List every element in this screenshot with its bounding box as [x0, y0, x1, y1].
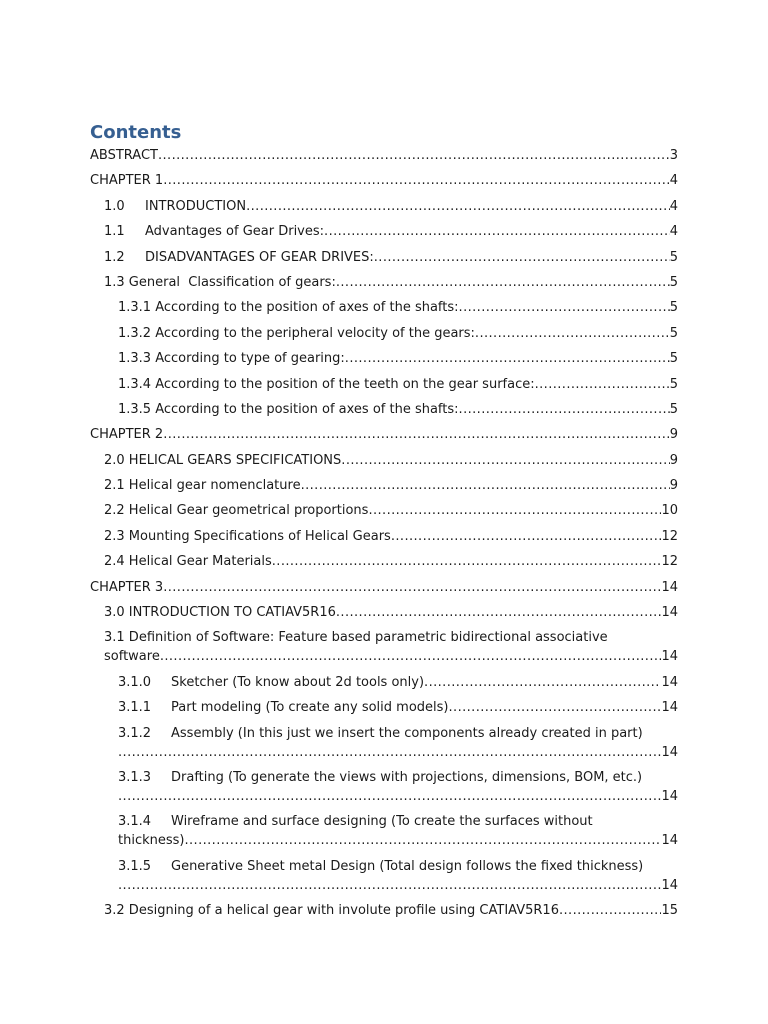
toc-entry[interactable] [90, 578, 678, 597]
dot-leader [163, 425, 670, 444]
toc-entry[interactable] [90, 603, 678, 622]
toc-entry[interactable] [90, 146, 678, 165]
dot-leader [459, 400, 670, 419]
dot-leader [158, 146, 670, 165]
toc-entry-page: 5 [669, 325, 678, 341]
dot-leader [163, 171, 670, 190]
toc-entry[interactable] [90, 248, 678, 267]
toc-entry[interactable] [90, 527, 678, 546]
toc-entry-page: 4 [669, 173, 678, 189]
toc-entry-title: ABSTRACT [90, 148, 158, 163]
toc-entry-page: 4 [669, 198, 678, 214]
toc-entry-page: 12 [661, 528, 678, 544]
toc-entry-title: 2.1 Helical gear nomenclature [104, 478, 301, 494]
toc-entry-page: 9 [669, 427, 678, 443]
contents-heading: Contents [90, 122, 182, 143]
toc-entry-page: 14 [661, 877, 678, 893]
toc-entry-title: CHAPTER 3 [90, 579, 164, 595]
toc-entry-page: 15 [661, 903, 678, 919]
toc-entry-title: 1.3 General Classification of gears: [104, 274, 336, 290]
toc-entry-page: 5 [669, 376, 678, 392]
toc-entry-title: Wireframe and surface designing (To create the surfaces without [171, 814, 593, 830]
toc-entry-title: 2.2 Helical Gear geometrical proportions [104, 503, 369, 519]
toc-entry[interactable] [90, 673, 678, 692]
toc-entry-title: Drafting (To generate the views with projections, dimensions, BOM, etc.) [171, 769, 643, 785]
dot-leader [374, 248, 670, 267]
dot-leader [424, 673, 661, 692]
toc-entry-number: 3.1.0 [118, 674, 152, 690]
dot-leader [118, 876, 661, 895]
toc-entry-number: 1.1 [104, 224, 125, 240]
toc-entry-page: 12 [661, 554, 678, 570]
toc-entry-page: 10 [661, 503, 678, 519]
toc-entry-title: 2.4 Helical Gear Materials [104, 554, 272, 570]
toc-entry[interactable] [90, 324, 678, 343]
toc-entry-number: 1.2 [104, 249, 125, 265]
toc-entry-page: 14 [661, 674, 678, 690]
toc-entry[interactable] [90, 501, 678, 520]
toc-entry-page: 4 [669, 224, 678, 240]
toc-entry-page: 14 [661, 744, 678, 760]
toc-entry[interactable] [90, 222, 678, 241]
toc-entry[interactable] [90, 349, 678, 368]
toc-entry[interactable] [90, 768, 678, 806]
toc-entry-title: Advantages of Gear Drives: [145, 224, 325, 240]
toc-entry-title-continued: software [104, 649, 160, 665]
dot-leader [272, 552, 662, 571]
toc-entry-page: 14 [661, 605, 678, 621]
toc-entry-title: INTRODUCTION [145, 198, 247, 214]
dot-leader [368, 501, 661, 520]
toc-entry-page: 14 [661, 788, 678, 804]
toc-entry-number: 1.0 [104, 198, 125, 214]
toc-entry-title: 1.3.1 According to the position of axes of the shafts: [118, 300, 459, 316]
dot-leader [535, 375, 670, 394]
dot-leader [160, 647, 662, 666]
toc-entry-number: 3.1.4 [118, 814, 152, 830]
toc-entry-page: 5 [669, 274, 678, 290]
dot-leader [163, 578, 661, 597]
table-of-contents [90, 146, 678, 927]
toc-entry-page: 5 [669, 249, 678, 265]
toc-entry-title: CHAPTER 1 [90, 173, 164, 189]
toc-entry-title: DISADVANTAGES OF GEAR DRIVES: [145, 249, 374, 265]
toc-entry-page: 9 [669, 452, 678, 468]
dot-leader [336, 603, 662, 622]
toc-entry-title: 3.2 Designing of a helical gear with involute profile using CATIAV5R16 [104, 903, 559, 919]
toc-entry-page: 5 [669, 351, 678, 367]
toc-entry-title: 1.3.5 According to the position of axes of the shafts: [118, 401, 459, 417]
toc-entry[interactable] [90, 698, 678, 717]
dot-leader [341, 451, 669, 470]
dot-leader [345, 349, 670, 368]
toc-entry-number: 3.1.3 [118, 769, 152, 785]
dot-leader [336, 273, 670, 292]
toc-entry[interactable] [90, 400, 678, 419]
toc-entry-title-continued: thickness) [118, 833, 185, 849]
toc-entry-page: 5 [669, 300, 678, 316]
toc-entry-title: 3.0 INTRODUCTION TO CATIAV5R16 [104, 605, 336, 621]
dot-leader [301, 476, 670, 495]
toc-entry[interactable] [90, 273, 678, 292]
toc-entry[interactable] [90, 901, 678, 920]
toc-entry-title: 1.3.4 According to the position of the teeth on the gear surface: [118, 376, 535, 392]
toc-entry-page: 14 [661, 700, 678, 716]
toc-entry[interactable] [90, 552, 678, 571]
dot-leader [391, 527, 662, 546]
toc-entry-title: 1.3.2 According to the peripheral velocity of the gears: [118, 325, 475, 341]
toc-entry[interactable] [90, 857, 678, 895]
toc-entry-page: 14 [661, 649, 678, 665]
dot-leader [324, 222, 670, 241]
toc-entry-title: 3.1 Definition of Software: Feature based parametric bidirectional associative [104, 630, 608, 646]
toc-entry-page: 3 [669, 148, 678, 163]
toc-entry-title: 2.0 HELICAL GEARS SPECIFICATIONS [104, 452, 342, 468]
dot-leader [118, 743, 661, 762]
toc-entry-number: 3.1.2 [118, 725, 152, 741]
dot-leader [246, 197, 670, 216]
toc-entry[interactable] [90, 298, 678, 317]
toc-entry-title: CHAPTER 2 [90, 427, 164, 443]
dot-leader [559, 901, 661, 920]
toc-entry[interactable] [90, 425, 678, 444]
toc-entry[interactable] [90, 375, 678, 394]
toc-entry[interactable] [90, 197, 678, 216]
dot-leader [475, 324, 670, 343]
dot-leader [459, 298, 670, 317]
toc-entry-title: 1.3.3 According to type of gearing: [118, 351, 345, 367]
toc-entry[interactable] [90, 628, 678, 666]
toc-entry-page: 14 [661, 579, 678, 595]
toc-entry[interactable] [90, 812, 678, 850]
toc-entry[interactable] [90, 171, 678, 190]
toc-entry-title: 2.3 Mounting Specifications of Helical Gears [104, 528, 391, 544]
toc-entry-number: 3.1.5 [118, 858, 152, 874]
toc-entry-page: 5 [669, 401, 678, 417]
toc-entry-title: Assembly (In this just we insert the components already created in part) [171, 725, 643, 741]
toc-entry[interactable] [90, 476, 678, 495]
toc-entry-page: 9 [669, 478, 678, 494]
toc-entry-title: Part modeling (To create any solid models) [171, 700, 449, 716]
toc-entry[interactable] [90, 724, 678, 762]
dot-leader [184, 831, 661, 850]
toc-entry-page: 14 [661, 833, 678, 849]
dot-leader [449, 698, 662, 717]
toc-entry-title: Sketcher (To know about 2d tools only) [171, 674, 425, 690]
toc-entry[interactable] [90, 451, 678, 470]
toc-entry-title: Generative Sheet metal Design (Total design follows the fixed thickness) [171, 858, 644, 874]
toc-entry-number: 3.1.1 [118, 700, 152, 716]
dot-leader [118, 787, 661, 806]
